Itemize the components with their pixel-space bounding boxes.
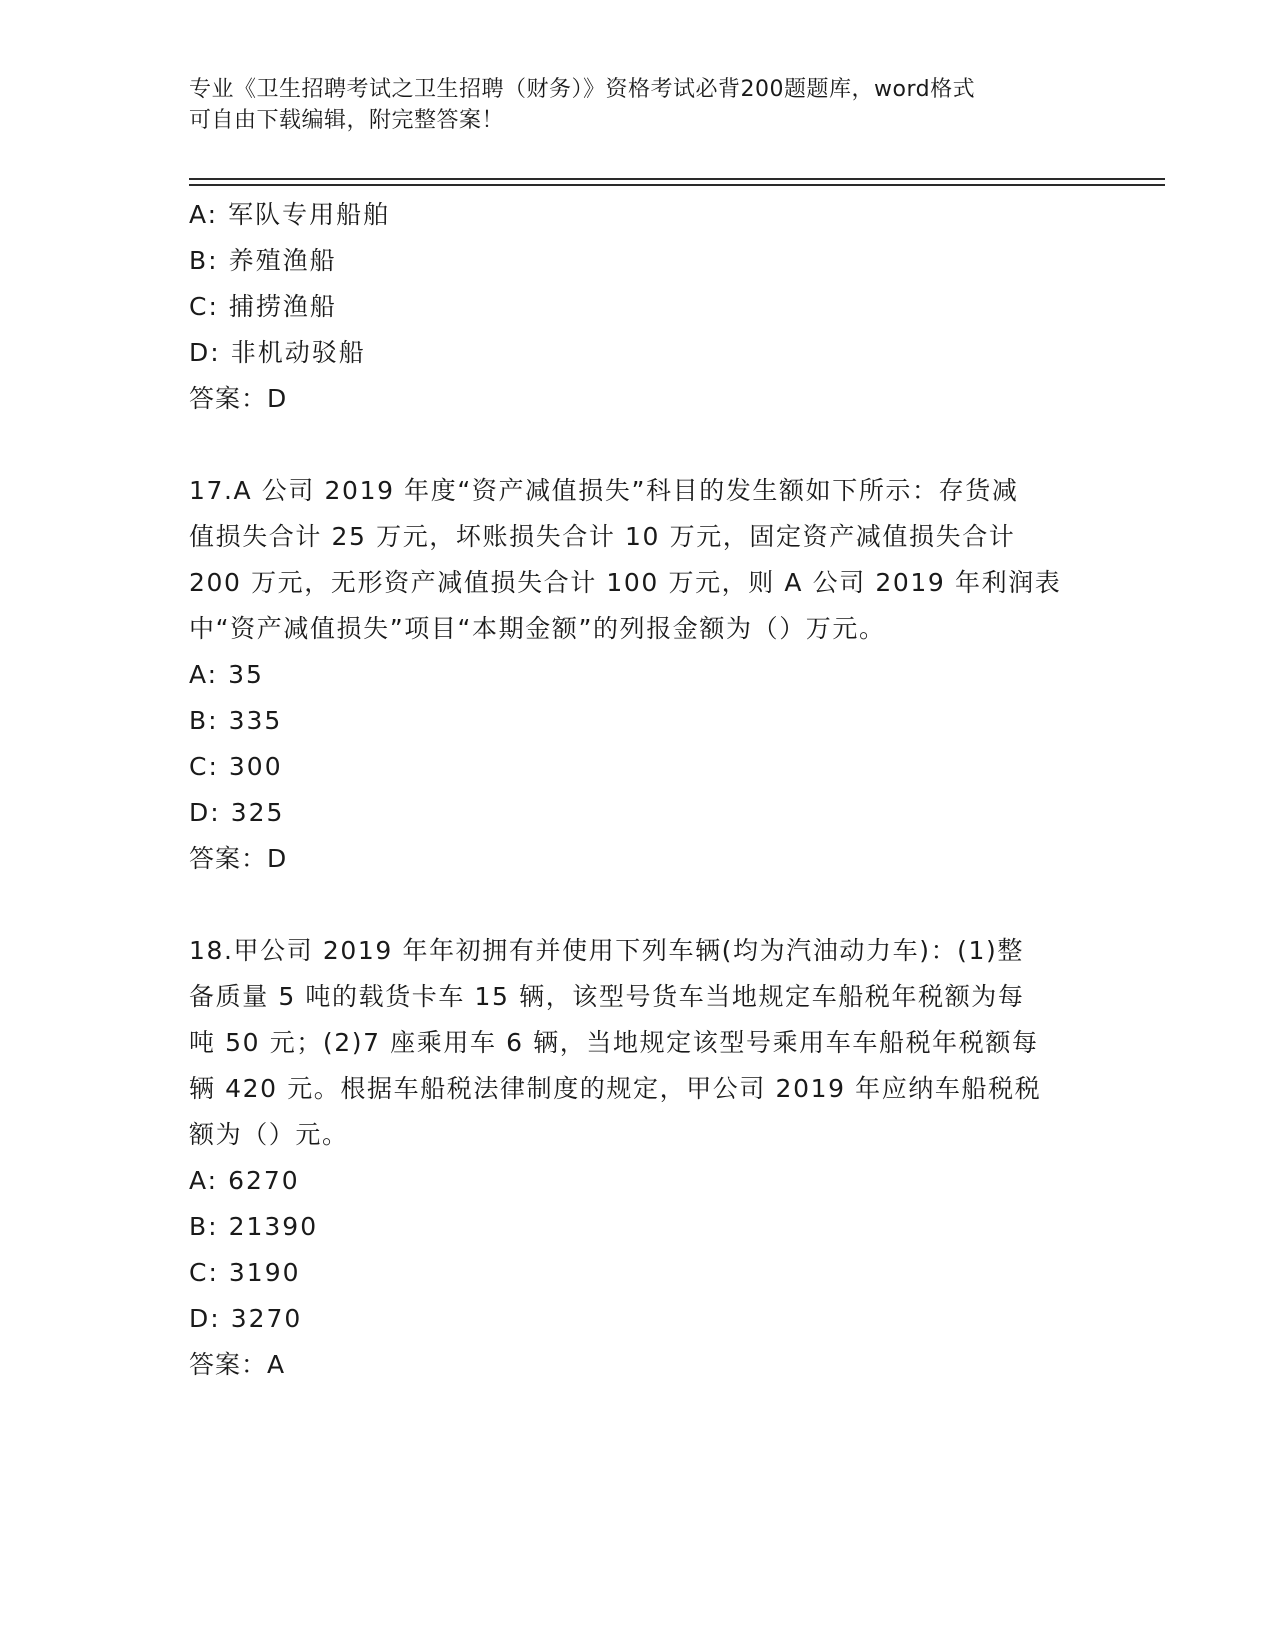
answer-line: 答案：D [189,844,288,873]
document-header [189,74,1089,136]
stem-line: 17.A 公司 2019 年度“资产减值损失”科目的发生额如下所示：存货减 [189,476,1019,505]
option-c: C: 捕捞渔船 [189,292,337,321]
header-divider-bottom [189,184,1165,186]
header-line-2: 可自由下载编辑，附完整答案！ [189,108,505,133]
stem-line: 200 万元，无形资产减值损失合计 100 万元，则 A 公司 2019 年利润表 [189,568,1062,597]
header-line-1: 专业《卫生招聘考试之卫生招聘（财务）》资格考试必背200题题库，word格式 [189,77,976,102]
stem-line: 18.甲公司 2019 年年初拥有并使用下列车辆(均为汽油动力车)：(1)整 [189,936,1024,965]
stem-line: 值损失合计 25 万元，坏账损失合计 10 万元，固定资产减值损失合计 [189,522,1016,551]
option-a: A: 35 [189,660,264,689]
stem-line: 额为（）元。 [189,1120,349,1149]
option-c: C: 3190 [189,1258,301,1287]
stem-line: 吨 50 元；(2)7 座乘用车 6 辆，当地规定该型号乘用车车船税年税额每 [189,1028,1039,1057]
option-d: D: 非机动驳船 [189,338,366,367]
option-b: B: 养殖渔船 [189,246,337,275]
question-stem [189,928,1089,1158]
option-d: D: 3270 [189,1304,303,1333]
stem-line: 中“资产减值损失”项目“本期金额”的列报金额为（）万元。 [189,614,886,643]
stem-line: 辆 420 元。根据车船税法律制度的规定，甲公司 2019 年应纳车船税税 [189,1074,1042,1103]
option-b: B: 335 [189,706,283,735]
question-16-options [189,192,1089,422]
spacer [189,882,1089,928]
question-17 [189,468,1089,882]
spacer [189,422,1089,468]
header-divider-top [189,178,1165,180]
question-18 [189,928,1089,1388]
answer-line: 答案：D [189,384,288,413]
option-a: A: 6270 [189,1166,300,1195]
option-b: B: 21390 [189,1212,319,1241]
option-a: A: 军队专用船舶 [189,200,391,229]
stem-line: 备质量 5 吨的载货卡车 15 辆，该型号货车当地规定车船税年税额为每 [189,982,1025,1011]
question-stem [189,468,1089,652]
option-c: C: 300 [189,752,283,781]
option-d: D: 325 [189,798,285,827]
question-content [189,192,1089,1388]
answer-line: 答案：A [189,1350,286,1379]
